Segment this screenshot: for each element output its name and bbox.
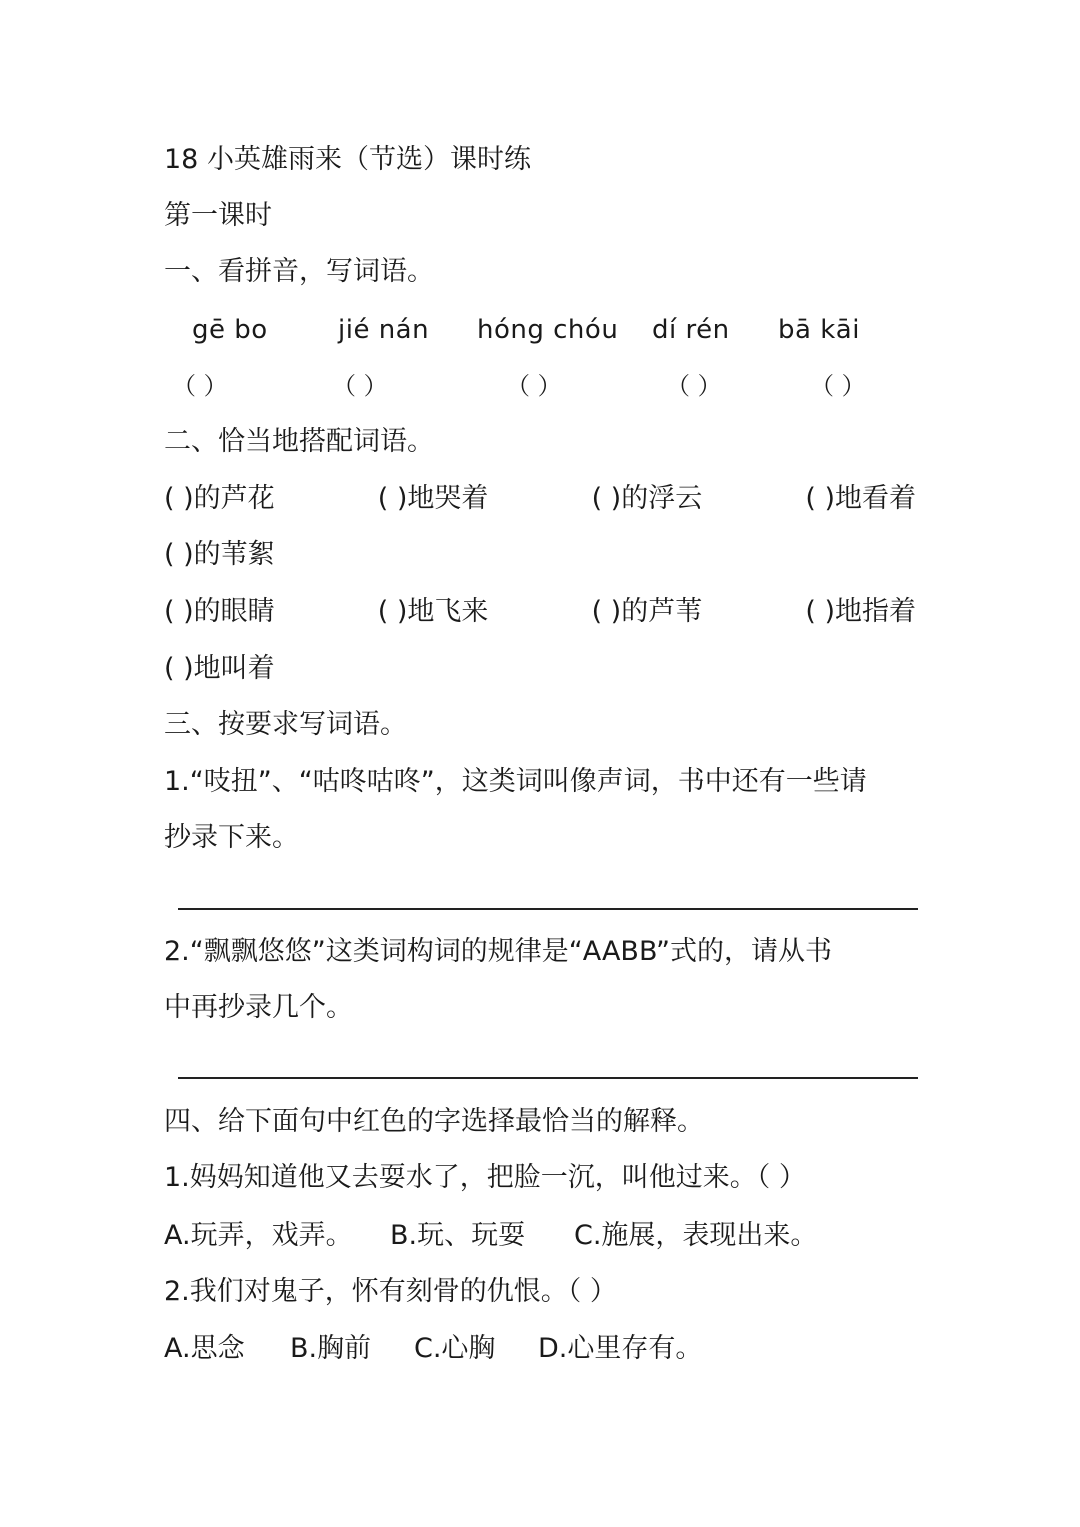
question-3-2-line1: 2.“飘飘悠悠”这类词构词的规律是“AABB”式的，请从书 <box>164 936 832 967</box>
answer-line-1[interactable] <box>178 908 918 910</box>
match-item[interactable]: ( )地看着 <box>805 483 916 514</box>
match-item[interactable]: ( )的眼睛 <box>164 596 275 627</box>
match-item[interactable]: ( )的苇絮 <box>164 539 275 570</box>
answer-line-2[interactable] <box>178 1077 918 1079</box>
match-item[interactable]: ( )的浮云 <box>591 483 703 514</box>
match-item[interactable]: ( )地叫着 <box>164 653 275 684</box>
match-row-1 <box>164 481 916 517</box>
match-item[interactable]: ( )地指着 <box>805 596 916 627</box>
answer-blank-4[interactable]: （ ） <box>666 372 722 400</box>
option-4-2-d[interactable]: D.心里存有。 <box>538 1333 703 1364</box>
page-title: 18 小英雄雨来（节选）课时练 <box>164 144 531 175</box>
match-row-3 <box>164 594 916 630</box>
section3-heading: 三、按要求写词语。 <box>164 709 407 740</box>
option-4-2-b[interactable]: B.胸前 <box>290 1333 372 1364</box>
pinyin-3: hóng chóu <box>477 315 619 345</box>
answer-blank-1[interactable]: （ ） <box>172 372 228 400</box>
question-3-1-line2: 抄录下来。 <box>164 822 299 853</box>
option-4-2-a[interactable]: A.思念 <box>164 1333 245 1364</box>
pinyin-2: jié nán <box>338 315 430 345</box>
match-item[interactable]: ( )地飞来 <box>377 596 489 627</box>
option-4-1-c[interactable]: C.施展，表现出来。 <box>574 1220 818 1251</box>
section4-heading: 四、给下面句中红色的字选择最恰当的解释。 <box>164 1106 704 1137</box>
match-item[interactable]: ( )的芦花 <box>164 483 275 514</box>
question-3-2-line2: 中再抄录几个。 <box>164 992 353 1023</box>
answer-blank-3[interactable]: （ ） <box>506 372 562 400</box>
lesson-label: 第一课时 <box>164 200 272 231</box>
match-item[interactable]: ( )的芦苇 <box>591 596 703 627</box>
section1-heading: 一、看拼音，写词语。 <box>164 256 434 287</box>
pinyin-5: bā kāi <box>778 315 860 345</box>
option-4-1-b[interactable]: B.玩、玩耍 <box>390 1220 526 1251</box>
match-item[interactable]: ( )地哭着 <box>377 483 489 514</box>
option-4-1-a[interactable]: A.玩弄，戏弄。 <box>164 1220 353 1251</box>
section2-heading: 二、恰当地搭配词语。 <box>164 426 434 457</box>
pinyin-4: dí rén <box>652 315 730 345</box>
question-4-2: 2.我们对鬼子，怀有刻骨的仇恨。（ ） <box>164 1276 617 1307</box>
pinyin-1: gē bo <box>192 315 268 345</box>
answer-blank-5[interactable]: （ ） <box>810 372 866 400</box>
question-4-1: 1.妈妈知道他又去耍水了，把脸一沉，叫他过来。（ ） <box>164 1162 806 1193</box>
option-4-2-c[interactable]: C.心胸 <box>414 1333 496 1364</box>
question-3-1-line1: 1.“吱扭”、“咕咚咕咚”，这类词叫像声词，书中还有一些请 <box>164 766 867 797</box>
answer-blank-2[interactable]: （ ） <box>332 372 388 400</box>
